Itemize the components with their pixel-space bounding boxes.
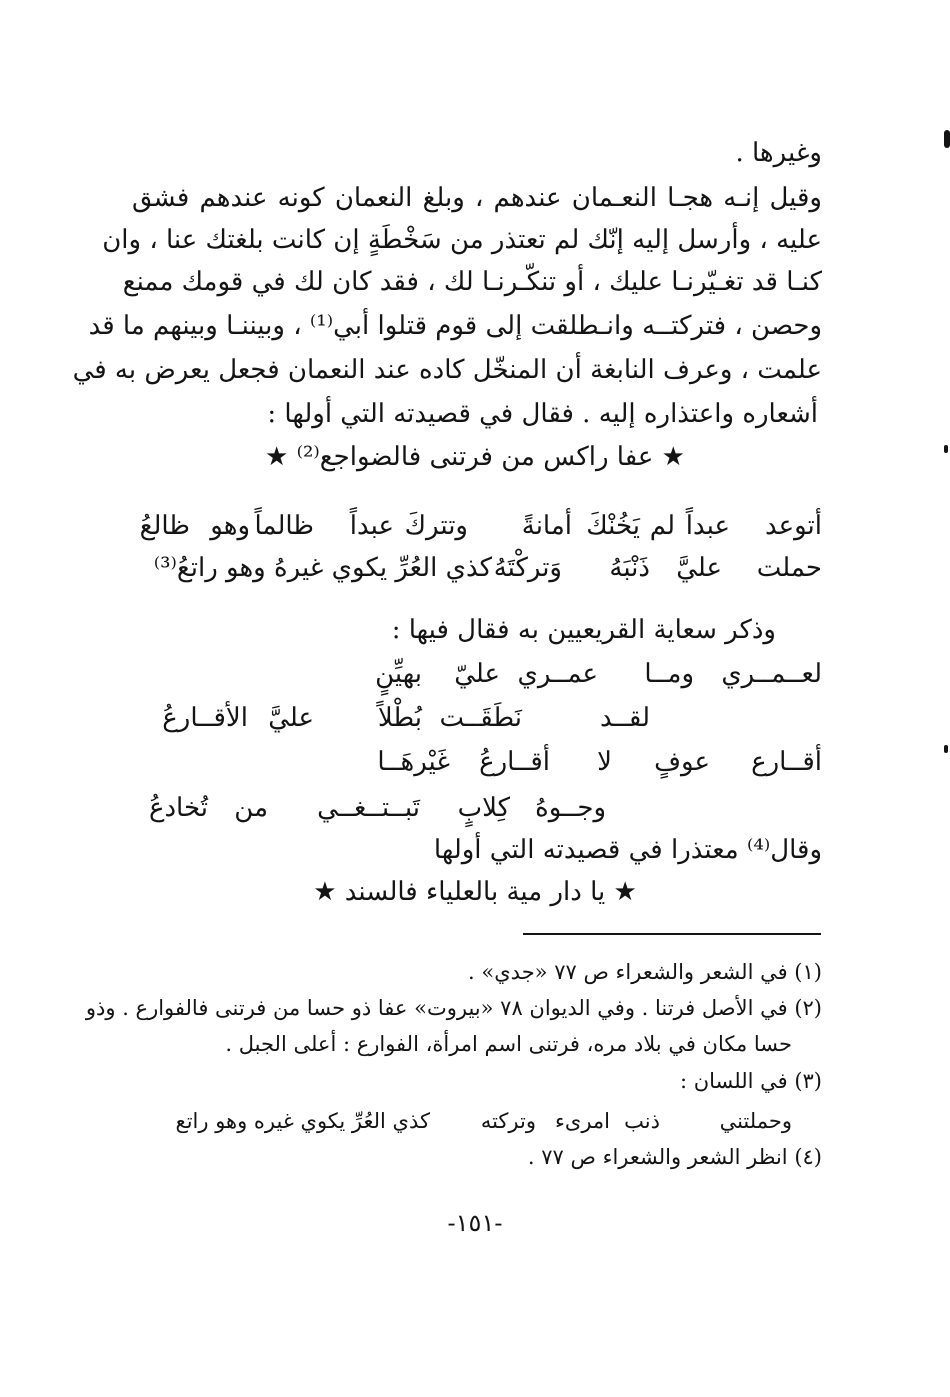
poem-word: كذي العُرِّ يكوي غيرهُ وهو راتعُ⁽³⁾ [153, 553, 492, 583]
footnote: (٢) في الأصل فرتنا . وفي الديوان ٧٨ «بيروت» عفا ذو حسا من فرتنى فالفوارع . وذو [85, 996, 822, 1020]
poem-word: أمانةً [521, 511, 572, 541]
poem-word: أقــارع [751, 747, 822, 777]
poem-word: أتوعد [764, 511, 822, 541]
poem-word: كِلابٍ [457, 793, 510, 823]
poem-word: لعــمــري [721, 659, 822, 689]
footnote: (٤) انظر الشعر والشعراء ص ٧٧ . [527, 1145, 822, 1169]
poem-word: عبداً [685, 511, 730, 541]
margin-mark [944, 130, 950, 148]
footnote-verse-word: ذنب [624, 1109, 660, 1133]
poem-word: ومــا [644, 659, 694, 689]
poem-word: أقــارعُ [479, 747, 550, 777]
text-line: عليه ، وأرسل إليه إنّك لم تعتذر من سَخْطَةٍ إن كانت بلغتك عنا ، وان [102, 225, 822, 255]
poem-word: حملت [756, 553, 822, 583]
footnote: حسا مكان في بلاد مره، فرتنى اسم امرأة، الفوارع : أعلى الجبل . [225, 1032, 792, 1056]
poem-word: غَيْرهَــا [377, 747, 450, 777]
poem-word: وجــوهُ [535, 793, 606, 823]
poem-word: الأقــارعُ [162, 703, 248, 733]
text-line: وذكر سعاية القريعيين به فقال فيها : [391, 615, 776, 645]
poem-word: لا [597, 747, 612, 777]
poem-word: ظالعُ [139, 511, 190, 541]
poem-word: تَبــتــغــي [317, 793, 420, 823]
star-verse: ★ يا دار مية بالعلياء فالسند ★ [313, 877, 637, 907]
text-line: علمت ، وعرف النابغة أن المنخّل كاده عند النعمان فجعل يعرض به في [72, 355, 822, 385]
poem-word: بُطْلاً [377, 703, 422, 733]
poem-word: عمــري [517, 659, 598, 689]
poem-word: لقــد [600, 703, 650, 733]
poem-word: وتتركَ [404, 511, 468, 541]
poem-word: يَخُنْكَ [586, 511, 640, 541]
text-line: كنـا قد تغـيّرنـا عليك ، أو تنكّـرنـا لك ، فقد كان لك في قومك ممنع [122, 267, 822, 297]
poem-word: من [234, 793, 268, 823]
poem-word: بهيِّنٍ [375, 659, 422, 689]
poem-word: ذَنْبَهُ [609, 553, 650, 583]
text-line: وحصن ، فتركتــه وانـطلقت إلى قوم قتلوا أبي⁽¹⁾ ، وبيننـا وبينهم ما قد [88, 311, 822, 341]
footnote-verse-word: وتركته [480, 1109, 536, 1133]
star-verse: ★ عفا راكس من فرتنى فالضواجع⁽²⁾ ★ [265, 442, 685, 472]
footnote-verse-word: كذي العُرِّ يكوي غيره وهو راتع [175, 1109, 430, 1133]
margin-dot [944, 745, 948, 753]
poem-word: عليَّ [676, 553, 722, 583]
text-line: وقيل إنـه هجـا النعـمان عندهم ، وبلغ النعمان كونه عندهم فشق [132, 183, 822, 213]
text-line: وغيرها . [735, 138, 822, 168]
poem-word: تُخادعُ [148, 793, 208, 823]
poem-word: لم [649, 511, 675, 541]
poem-word: عوفٍ [654, 747, 710, 777]
page-number: -١٥١- [447, 1209, 503, 1237]
poem-word: نَطَقَــت [439, 703, 522, 733]
poem-word: وَتركْتَهُ [493, 553, 562, 583]
footnote: (١) في الشعر والشعراء ص ٧٧ «جدي» . [468, 960, 822, 984]
footnote-verse-word: وحملتني [719, 1109, 792, 1133]
text-line: أشعاره واعتذاره إليه . فقال في قصيدته التي أولها : [267, 399, 818, 429]
text-line: وقال⁽⁴⁾ معتذرا في قصيدته التي أولها [433, 835, 822, 865]
poem-word: عبداً [349, 511, 394, 541]
poem-word: ظالماً [254, 511, 314, 541]
poem-word: عليّ [454, 659, 500, 689]
poem-word: وهو [210, 511, 250, 541]
footnote: (٣) في اللسان : [679, 1069, 822, 1093]
poem-word: عليَّ [268, 703, 314, 733]
footnote-verse-word: امرىء [555, 1109, 610, 1133]
footnote-separator [523, 933, 821, 935]
